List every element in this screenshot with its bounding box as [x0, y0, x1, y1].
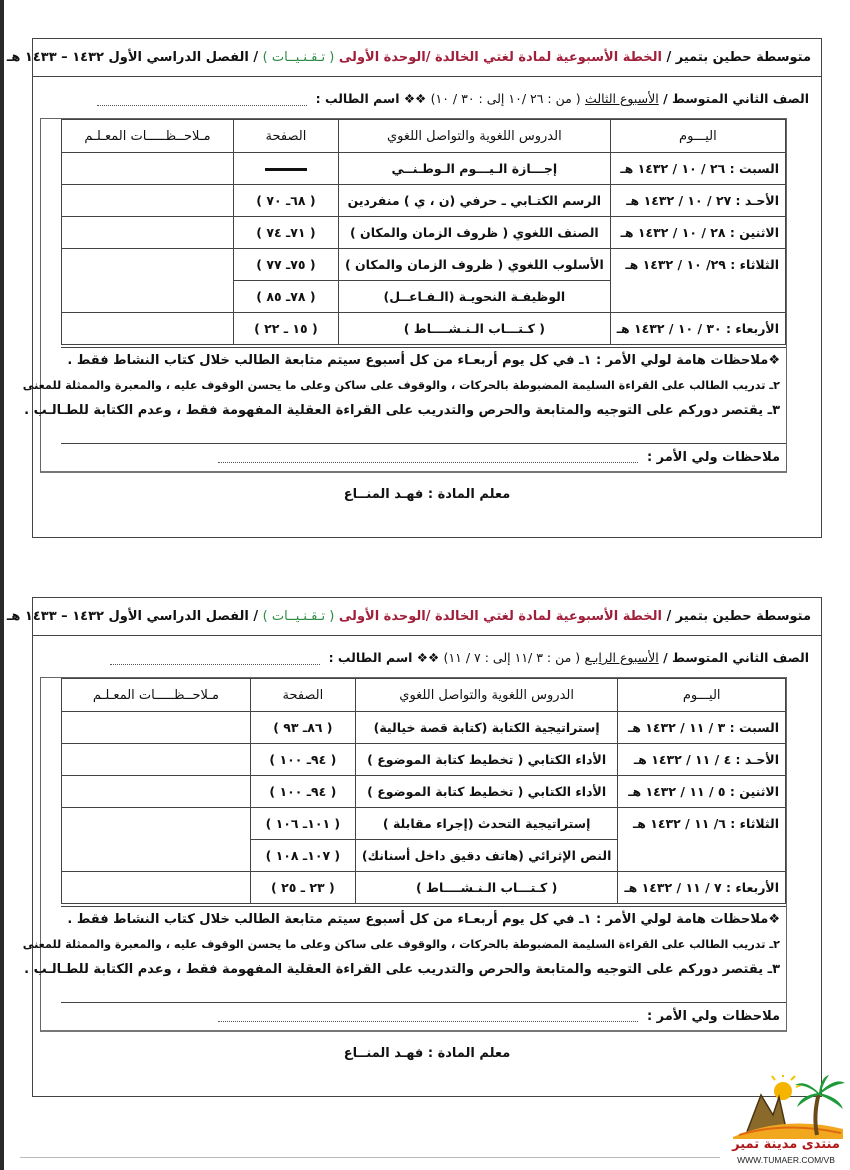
forum-url: WWW.TUMAER.COM/VB	[737, 1155, 835, 1165]
scan-edge	[0, 0, 4, 1170]
note-1: ❖ملاحظات هامة لولي الأمر : ١ـ في كل يوم أربعـاء من كل أسبوع سيتم متابعة الطالب خلال كتاب النشاط فقط .	[67, 912, 780, 927]
page-cell: ( ٩٤ـ ١٠٠ )	[250, 776, 355, 808]
guardian-notes-field[interactable]	[218, 1011, 638, 1022]
notes-cell[interactable]	[62, 712, 251, 744]
info-line	[33, 77, 821, 115]
student-name-field[interactable]	[97, 93, 307, 106]
lesson-cell: إجـــازة الـيـــوم الـوطـنــي	[338, 153, 610, 185]
sheet-title	[6, 39, 821, 77]
day-cell: السبت : ٢٦ / ١٠ / ١٤٣٢ هـ	[610, 153, 785, 185]
day-cell: الأحـد : ٢٧ / ١٠ / ١٤٣٢ هـ	[610, 185, 785, 217]
plan-title: الخطة الأسبوعية لمادة لغتي الخالدة /الوحدة الأولى	[338, 609, 662, 624]
note-2: ٢ـ تدريب الطالب على القراءة السليمة المضبوطة بالحركات ، والوقوف على ساكن وعلى ما يحسن الوقوف عليه ، والمعبرة والممثلة للمعنى	[22, 379, 780, 392]
table-header-row	[62, 679, 786, 712]
notes-cell[interactable]	[62, 217, 234, 249]
day-cell: السبت : ٣ / ١١ / ١٤٣٢ هـ	[618, 712, 786, 744]
sheet-title	[6, 598, 821, 636]
day-cell: الثلاثاء : ٦/ ١١ / ١٤٣٢ هـ	[618, 808, 786, 872]
grade-label: الصف الثاني المتوسط /	[663, 650, 809, 665]
plan-frame	[22, 677, 787, 1032]
lesson-cell: الرسم الكتـابي ـ حرفي (ن ، ي ) منفردين	[338, 185, 610, 217]
guardian-notes-label: ملاحظات ولي الأمر :	[646, 1009, 780, 1024]
unit-name: ( تـقـنـيــات )	[262, 609, 335, 624]
lesson-cell: الأداء الكتابي ( تخطيط كتابة الموضوع )	[355, 744, 618, 776]
guardian-notes	[61, 1002, 786, 1030]
page-cell: ( ٨٦ـ ٩٣ )	[250, 712, 355, 744]
day-cell: الاثنين : ٥ / ١١ / ١٤٣٢ هـ	[618, 776, 786, 808]
page-cell: ( ١٠١ـ ١٠٦ )	[250, 808, 355, 840]
page-cell: ( ٧١ـ ٧٤ )	[233, 217, 338, 249]
lesson-cell: إستراتيجية التحدث (إجراء مقابلة )	[355, 808, 618, 840]
lesson-cell: الصنف اللغوي ( ظروف الزمان والمكان )	[338, 217, 610, 249]
page-cell: ( ٢٣ ـ ٢٥ )	[250, 872, 355, 904]
table-row	[62, 249, 786, 281]
forum-logo	[725, 1075, 847, 1167]
note-2: ٢ـ تدريب الطالب على القراءة السليمة المضبوطة بالحركات ، والوقوف على ساكن وعلى ما يحسن الوقوف عليه ، والمعبرة والممثلة للمعنى	[22, 938, 780, 951]
header-day: اليـــوم	[618, 679, 786, 712]
page-cell: ( ٧٨ـ ٨٥ )	[233, 281, 338, 313]
day-cell: الثلاثاء : ٢٩/ ١٠ / ١٤٣٢ هـ	[610, 249, 785, 313]
plan-frame	[22, 118, 787, 473]
grade-label: الصف الثاني المتوسط /	[663, 91, 809, 106]
guardian-notes-label: ملاحظات ولي الأمر :	[646, 450, 780, 465]
unit-name: ( تـقـنـيــات )	[262, 50, 335, 65]
lesson-cell: النص الإثرائي (هاتف دقيق داخل أسنانك)	[355, 840, 618, 872]
header-lesson: الدروس اللغوية والتواصل اللغوي	[355, 679, 618, 712]
day-cell: الأحـد : ٤ / ١١ / ١٤٣٢ هـ	[618, 744, 786, 776]
table-header-row	[62, 120, 786, 153]
student-name-label: ❖❖ اسم الطالب :	[315, 91, 427, 106]
table-row	[62, 808, 786, 840]
school-name: متوسطة حطين بتمير /	[666, 609, 811, 624]
teacher-signature: معلم المادة : فهـد المنــاع	[343, 1046, 511, 1061]
note-1: ❖ملاحظات هامة لولي الأمر : ١ـ في كل يوم أربعـاء من كل أسبوع سيتم متابعة الطالب خلال كتاب النشاط فقط .	[67, 353, 780, 368]
student-name-field[interactable]	[110, 652, 320, 665]
date-range: ( من : ٣ /١١ إلى : ٧ / ١١)	[443, 650, 581, 665]
page-cell: ( ٦٨ـ ٧٠ )	[233, 185, 338, 217]
day-cell: الأربعاء : ٧ / ١١ / ١٤٣٢ هـ	[618, 872, 786, 904]
lesson-cell: ( كـتـــاب الـنـشــــاط )	[338, 313, 610, 345]
holiday-dash	[265, 168, 307, 171]
weekly-plan-sheet-2	[6, 597, 822, 1097]
parent-notes-box	[22, 347, 786, 471]
notes-cell[interactable]	[62, 185, 234, 217]
notes-cell[interactable]	[62, 153, 234, 185]
teacher-signature: معلم المادة : فهـد المنــاع	[343, 487, 511, 502]
notes-cell[interactable]	[62, 744, 251, 776]
lesson-cell: إستراتيجية الكتابة (كتابة قصة خيالية)	[355, 712, 618, 744]
day-cell: الأربعاء : ٣٠ / ١٠ / ١٤٣٢ هـ	[610, 313, 785, 345]
page-cell: ( ١٠٧ـ ١٠٨ )	[250, 840, 355, 872]
page-cell: ( ٧٥ـ ٧٧ )	[233, 249, 338, 281]
palm-mountain-icon	[725, 1075, 847, 1141]
header-notes: مـلاحــظـــــات المعـلـم	[62, 679, 251, 712]
header-notes: مـلاحــظـــــات المعـلـم	[62, 120, 234, 153]
notes-cell[interactable]	[62, 249, 234, 313]
info-line	[33, 636, 821, 674]
plan-title: الخطة الأسبوعية لمادة لغتي الخالدة /الوحدة الأولى	[338, 50, 662, 65]
plan-table	[61, 678, 786, 904]
lesson-cell: ( كـتـــاب الـنـشــــاط )	[355, 872, 618, 904]
guardian-notes	[61, 443, 786, 471]
day-cell: الاثنين : ٢٨ / ١٠ / ١٤٣٢ هـ	[610, 217, 785, 249]
note-3: ٣ـ يقتصر دوركم على التوجيه والمتابعة والحرص والتدريب على القراءة العقلية المفهومة فقط ، وعدم الكتابة للطـالـب .	[24, 403, 780, 418]
notes-cell[interactable]	[62, 808, 251, 872]
page-cell: ( ١٥ ـ ٢٢ )	[233, 313, 338, 345]
parent-notes-box	[22, 906, 786, 1030]
lesson-cell: الأسلوب اللغوي ( ظروف الزمان والمكان )	[338, 249, 610, 281]
school-name: متوسطة حطين بتمير /	[666, 50, 811, 65]
date-range: ( من : ٢٦ /١٠ إلى : ٣٠ / ١٠)	[430, 91, 581, 106]
table-row	[62, 313, 786, 345]
table-row	[62, 712, 786, 744]
guardian-notes-field[interactable]	[218, 452, 638, 463]
notes-cell[interactable]	[62, 776, 251, 808]
page-cell	[233, 153, 338, 185]
header-page: الصفحة	[233, 120, 338, 153]
term-label: / الفصل الدراسي الأول ١٤٣٢ – ١٤٣٣ هـ	[6, 609, 259, 624]
header-lesson: الدروس اللغوية والتواصل اللغوي	[338, 120, 610, 153]
term-label: / الفصل الدراسي الأول ١٤٣٢ – ١٤٣٣ هـ	[6, 50, 259, 65]
weekly-plan-sheet-1	[6, 38, 822, 538]
header-page: الصفحة	[250, 679, 355, 712]
page-cell: ( ٩٤ـ ١٠٠ )	[250, 744, 355, 776]
table-row	[62, 872, 786, 904]
notes-cell[interactable]	[62, 872, 251, 904]
lesson-cell: الوظيفـة النحويـة (الـفـاعــل)	[338, 281, 610, 313]
lesson-cell: الأداء الكتابي ( تخطيط كتابة الموضوع )	[355, 776, 618, 808]
note-3: ٣ـ يقتصر دوركم على التوجيه والمتابعة والحرص والتدريب على القراءة العقلية المفهومة فقط ، وعدم الكتابة للطـالـب .	[24, 962, 780, 977]
student-name-label: ❖❖ اسم الطالب :	[328, 650, 440, 665]
week-label: الأسبوع الرابـع	[584, 650, 659, 665]
forum-name: منتدى مدينة تمير	[732, 1137, 840, 1152]
table-row	[62, 153, 786, 185]
page-bottom-rule	[20, 1157, 720, 1158]
table-row	[62, 185, 786, 217]
plan-table	[61, 119, 786, 345]
table-row	[62, 776, 786, 808]
header-day: اليـــوم	[610, 120, 785, 153]
notes-cell[interactable]	[62, 313, 234, 345]
table-row	[62, 217, 786, 249]
week-label: الأسبوع الثالث	[585, 91, 659, 106]
table-row	[62, 744, 786, 776]
